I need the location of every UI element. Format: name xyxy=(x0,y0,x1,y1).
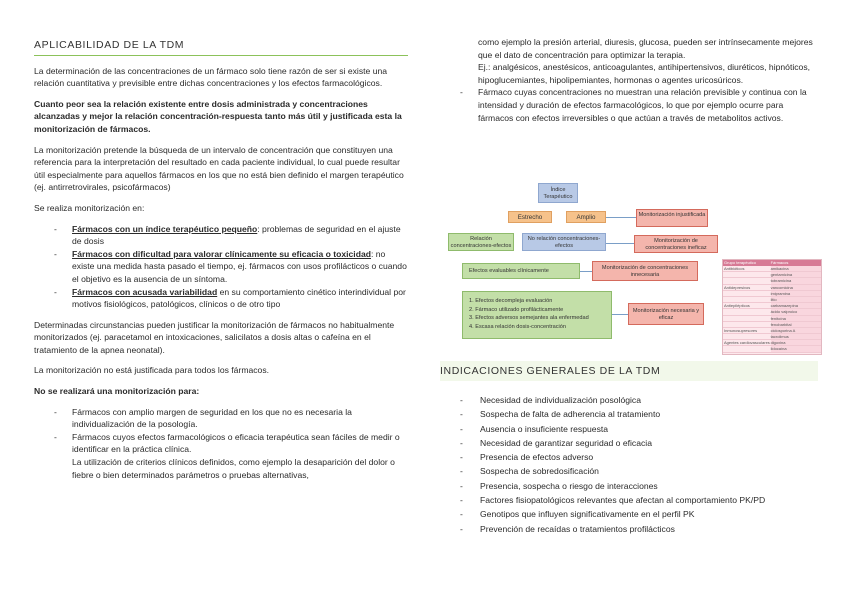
table-cell-group xyxy=(723,322,771,327)
list-item-strong: Fármacos con acusada variabilidad xyxy=(72,286,218,297)
table-cell-drug: digoxina xyxy=(771,340,821,345)
list-item-continuation: La utilización de criterios clínicos definidos, como ejemplo la desaparición del dolor o fiebre o bien determinados parámetros o pruebas alternativas, xyxy=(72,457,395,480)
diagram-box-narrow: Estrecho xyxy=(508,211,552,223)
paragraph-se-realiza: Se realiza monitorización en: xyxy=(34,202,145,213)
table-body xyxy=(723,266,821,353)
condition-item: 4. Escasa relación dosis-concentración xyxy=(469,323,567,330)
table-cell-drug: fenitoína xyxy=(771,316,821,321)
table-cell-group: Inmunosupresores xyxy=(724,327,758,333)
table-cell-drug: tacrolimus xyxy=(771,334,821,339)
table-cell-group xyxy=(723,316,771,321)
diagram-box-necessary: Monitorización necesaria y eficaz xyxy=(628,303,704,325)
indication-item: - Presencia, sospecha o riesgo de interacciones xyxy=(440,479,818,493)
arrow xyxy=(606,217,636,218)
indication-item: - Genotipos que influyen significativamente en el perfil PK xyxy=(440,507,818,521)
table-header-cell: Grupo terapéutico xyxy=(724,260,757,265)
section-title-aplicabilidad: APLICABILIDAD DE LA TDM xyxy=(34,36,408,56)
arrow xyxy=(612,314,628,315)
table-cell-drug: vancomicina xyxy=(771,285,821,290)
list-item-strong: Fármacos con un índice terapéutico pequeño xyxy=(72,223,258,234)
table-cell-group: Antibióticos xyxy=(724,266,745,271)
table-cell-drug: gentamicina xyxy=(771,272,821,277)
table-cell-group: Antiepilépticos xyxy=(724,303,750,309)
table-cell-group xyxy=(723,297,771,302)
diagram-box-wide: Amplio xyxy=(566,211,606,223)
arrow xyxy=(580,271,592,272)
diagram-box-conditions xyxy=(462,291,612,339)
diagram-box-ineffective: Monitorización de concentraciones ineficaz xyxy=(634,235,718,253)
diagram-box-no-relation: No relación concentraciones-efectos xyxy=(522,233,606,251)
condition-item: 2. Fármaco utilizado profilácticamente xyxy=(469,306,564,313)
condition-item: 3. Efectos adversos semejantes ala enfermedad xyxy=(469,315,589,322)
indication-item: - Prevención de recaídas o tratamientos profilácticos xyxy=(440,522,818,536)
paragraph-circunstancias: Determinadas circunstancias pueden justificar la monitorización de fármacos no habitualmente monitorizados (ej. paracetamol en intoxicaciones, salicilatos a dosis altas o cafeína en el tratamiento de la apnea neonatal). xyxy=(34,319,395,355)
arrow xyxy=(606,243,634,244)
no-monitoring-list-continued xyxy=(440,86,818,124)
tdm-decision-diagram xyxy=(448,183,820,353)
table-cell-drug: ciclosporina A xyxy=(771,328,821,333)
list-item: - Fármacos con amplio margen de seguridad en los que no es necesaria la individualización de la posología. xyxy=(34,406,408,431)
table-cell-group: Antidepresivos xyxy=(724,284,751,290)
list-item xyxy=(34,286,408,311)
list-item-strong: Fármacos con dificultad para valorar clínicamente su eficacia o toxicidad xyxy=(72,248,371,259)
drug-group-table xyxy=(722,259,822,355)
table-cell-drug: lidocaína xyxy=(771,346,821,351)
list-item xyxy=(34,248,408,286)
diagram-box-unnecessary: Monitorización de concentraciones innecesaria xyxy=(592,261,698,281)
monitoring-list xyxy=(34,223,408,311)
table-cell-drug: litio xyxy=(771,297,821,302)
indications-block xyxy=(440,393,818,536)
continuation-text: como ejemplo la presión arterial, diuresis, glucosa, pueden ser intrínsecamente mejores que el dato de concentración para optimizar la terapia. xyxy=(478,37,813,60)
paragraph-bold-relation: Cuanto peor sea la relación existente entre dosis administrada y concentraciones alcanzadas y mejor la relación concentración-respuesta tanto más útil y justificada esta la monitorización de fármacos. xyxy=(34,98,402,134)
indication-item: - Sospecha de falta de adherencia al tratamiento xyxy=(440,407,818,421)
diagram-box-clinical: Efectos evaluables clínicamente xyxy=(462,263,580,279)
indication-item: - Necesidad de individualización posológica xyxy=(440,393,818,407)
diagram-box-index: Índice Terapéutico xyxy=(538,183,578,203)
section-title-indicaciones: INDICACIONES GENERALES DE LA TDM xyxy=(440,361,818,381)
table-cell-drug: fenobarbital xyxy=(771,322,821,327)
paragraph-intro: La determinación de las concentraciones de un fármaco solo tiene razón de ser si existe una relación cuantitativa y previsible entre dichas concentraciones y los efectos farmacológicos. xyxy=(34,65,388,89)
examples-text: Ej.: analgésicos, anestésicos, anticoagulantes, antihipertensivos, diuréticos, hipnóticos, hipoglucemiantes, hipolipemiantes, hormonas o agentes uricosúricos. xyxy=(478,62,811,85)
table-cell-drug: tobramicina xyxy=(771,278,821,283)
indication-item: - Necesidad de garantizar seguridad o eficacia xyxy=(440,436,818,450)
table-header-cell: Fármacos xyxy=(770,260,789,265)
table-cell-drug: imipramina xyxy=(771,291,821,296)
table-cell-group xyxy=(723,346,771,351)
indication-item: - Presencia de efectos adverso xyxy=(440,450,818,464)
table-cell-group xyxy=(723,272,771,277)
indication-item: - Ausencia o insuficiente respuesta xyxy=(440,422,818,436)
table-cell-group xyxy=(723,309,771,314)
diagram-box-relation: Relación concentraciones-efectos xyxy=(448,233,514,251)
table-cell-drug: amikacina xyxy=(771,266,821,271)
table-cell-group xyxy=(723,334,771,339)
list-item xyxy=(34,223,408,248)
table-cell-drug: ácido valproico xyxy=(771,309,821,314)
list-item: - Fármaco cuyas concentraciones no muestran una relación previsible y continua con la intensidad y duración de efectos farmacológicos, lo que por ejemplo ocurre para fármacos con efectos irreversibles o que actúan a través de metabolitos activos. xyxy=(440,86,818,124)
list-item: - Fármacos cuyos efectos farmacológicos o eficacia terapéutica sean fáciles de medir o identificar en la práctica clínica. xyxy=(34,431,408,456)
indication-item: - Sospecha de sobredosificación xyxy=(440,464,818,478)
list-item-text: en su comportamiento cinético interindividual por motivos fisiológicos, patológicos, clínicos o de otro tipo xyxy=(72,286,406,310)
indications-list xyxy=(440,393,818,536)
list-item-text: : problemas de seguridad en el ajuste de dosis xyxy=(72,223,401,247)
indication-item: - Factores fisiopatológicos relevantes que afectan al comportamiento PK/PD xyxy=(440,493,818,507)
condition-item: 1. Efectos decompleja evaluación xyxy=(469,298,553,304)
table-cell-drug: carbamazepina xyxy=(771,303,821,308)
paragraph-no-se-realizara: No se realizará una monitorización para: xyxy=(34,386,200,397)
table-cell-group: Agentes cardiovasculares xyxy=(724,340,770,346)
list-item-text: : no existe una medida hasta pasado el tiempo, ej. fármacos con usos profilácticos o cuando el objetivo es la ausencia de un síntoma. xyxy=(72,248,407,284)
right-column xyxy=(440,36,818,132)
paragraph-interval: La monitorización pretende la búsqueda de un intervalo de concentración que constituyen una referencia para la interpretación del resultado en cada paciente individual, lo cual puede resultar útil especialmente para aquellos fármacos en los que no está bien definido el margen terapéutico (ej. antirretrovirales, psicofármacos) xyxy=(34,144,404,193)
table-row xyxy=(723,346,821,352)
paragraph-no-justificada: La monitorización no está justificada para todos los fármacos. xyxy=(34,365,270,376)
table-cell-group xyxy=(723,291,771,296)
left-column xyxy=(34,36,408,481)
diagram-box-unjustified: Monitorización injustificada xyxy=(636,209,708,227)
table-cell-group xyxy=(723,278,771,283)
no-monitoring-list xyxy=(34,406,408,456)
